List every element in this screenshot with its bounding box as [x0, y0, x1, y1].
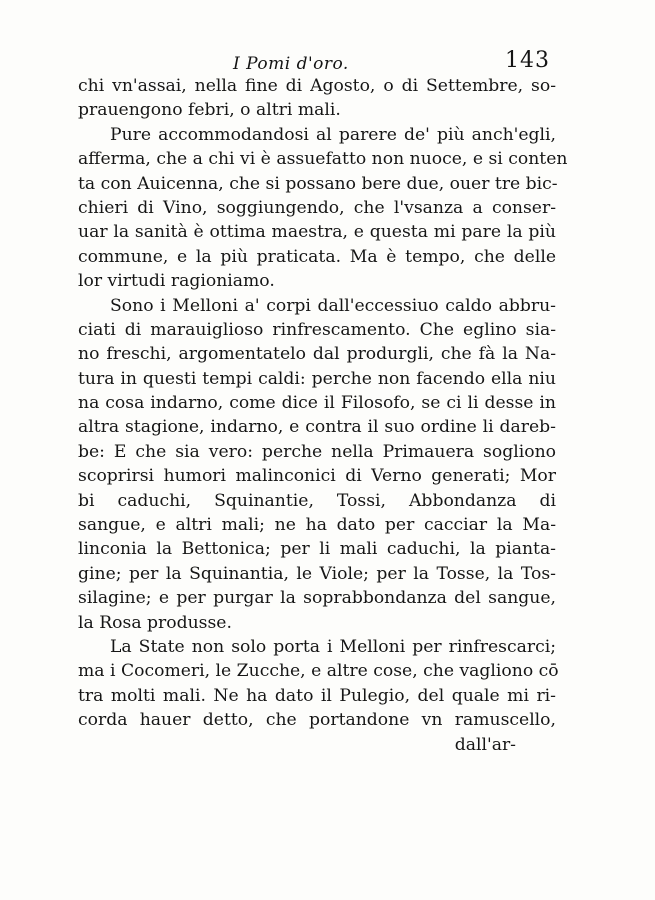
- text-line: chi vn'assai, nella fine di Agosto, o di Settembre, so-: [78, 76, 556, 96]
- text-line: chieri di Vino, soggiungendo, che l'vsanza a conser-: [78, 197, 556, 218]
- text-line: linconia la Bettonica; per li mali caduchi, la pianta-: [78, 539, 556, 560]
- text-line: afferma, che a chi vi è assuefatto non nuoce, e si conten: [78, 149, 568, 170]
- text-line: be: E che sia vero: perche nella Primauera sogliono: [78, 441, 556, 462]
- text-line: uar la sanità è ottima maestra, e questa mi pare la più: [78, 222, 556, 243]
- text-line: bi caduchi, Squinantie, Tossi, Abbondanza di: [78, 490, 556, 511]
- text-line: La State non solo porta i Melloni per rinfrescarci;: [110, 636, 556, 657]
- text-line: no freschi, argomentatelo dal produrgli, che fà la Na-: [78, 344, 556, 365]
- text-line: ta con Auicenna, che si possano bere due, ouer tre bic-: [78, 173, 558, 194]
- text-line: ma i Cocomeri, le Zucche, e altre cose, che vagliono cō: [78, 661, 559, 682]
- text-line: altra stagione, indarno, e contra il suo ordine li dareb-: [78, 417, 556, 438]
- text-line: tura in questi tempi caldi: perche non facendo ella niu: [78, 368, 556, 389]
- text-line: Pure accommodandosi al parere de' più anch'egli,: [110, 124, 556, 145]
- text-line: la Rosa produsse.: [78, 612, 232, 633]
- text-line: lor virtudi ragioniamo.: [78, 271, 275, 292]
- text-line: gine; per la Squinantia, le Viole; per la Tosse, la Tos-: [78, 563, 556, 584]
- text-line: corda hauer detto, che portandone vn ramuscello,: [78, 710, 556, 731]
- text-line: prauengono febri, o altri mali.: [78, 100, 341, 121]
- catchword: dall'ar-: [454, 734, 516, 755]
- text-line: Sono i Melloni a' corpi dall'eccessiuo caldo abbru-: [110, 295, 556, 316]
- body-text: [78, 74, 568, 757]
- text-line: scoprirsi humori malinconici di Verno generati; Mor: [78, 466, 556, 487]
- running-title: I Pomi d'oro.: [233, 54, 349, 74]
- text-line: na cosa indarno, come dice il Filosofo, se ci li desse in: [78, 393, 556, 414]
- text-line: ciati di marauiglioso rinfrescamento. Che eglino sia-: [78, 319, 556, 340]
- page-number: 143: [505, 48, 550, 73]
- text-line: tra molti mali. Ne ha dato il Pulegio, del quale mi ri-: [78, 685, 556, 706]
- text-line: sangue, e altri mali; ne ha dato per cacciar la Ma-: [78, 515, 556, 536]
- text-line: silagine; e per purgar la soprabbondanza del sangue,: [78, 588, 556, 609]
- text-line: commune, e la più praticata. Ma è tempo, che delle: [78, 246, 556, 267]
